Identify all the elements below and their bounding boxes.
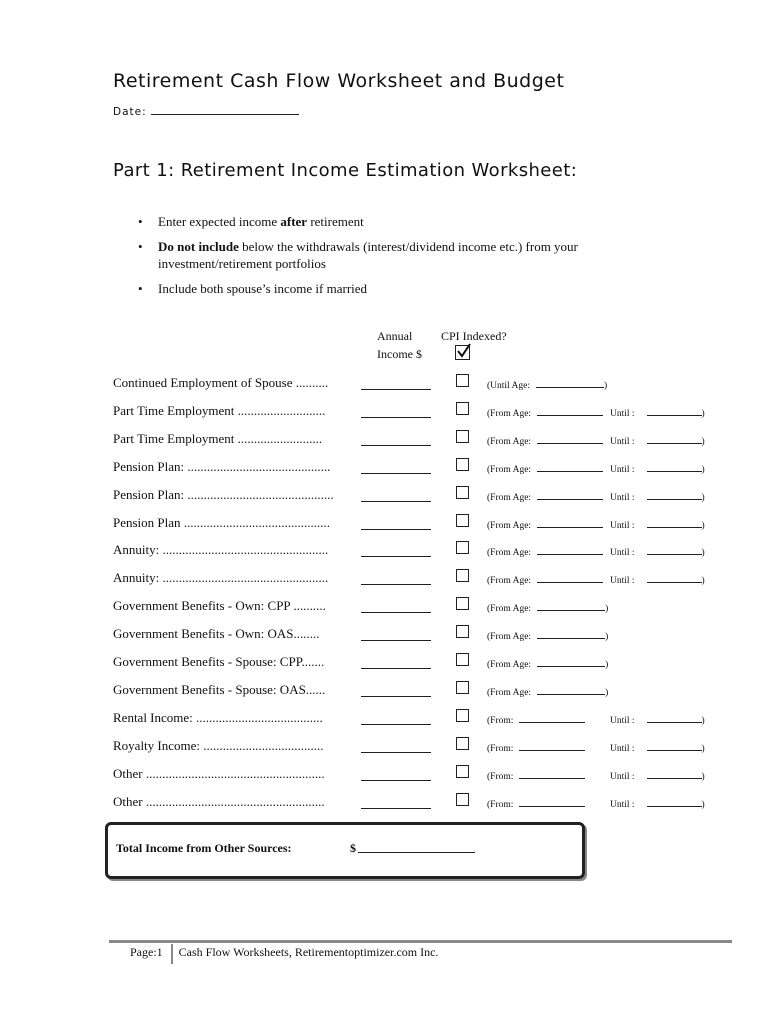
- page-title: Retirement Cash Flow Worksheet and Budget: [113, 70, 565, 92]
- row-label: Other .......................................................: [113, 794, 325, 809]
- income-amount-field[interactable]: [361, 377, 431, 390]
- age-range: [487, 545, 603, 558]
- cpi-header: CPI Indexed?: [441, 329, 507, 343]
- age-from-label: (From:: [487, 800, 514, 810]
- age-until: [610, 490, 705, 503]
- row-label: Annuity: ...................................................: [113, 542, 329, 557]
- age-from-label: (From Age:: [487, 660, 532, 670]
- check-icon: [457, 343, 471, 359]
- age-from-label: (From Age:: [487, 604, 532, 614]
- row-label: Pension Plan: ............................................: [113, 459, 331, 474]
- income-amount-field[interactable]: [361, 740, 431, 753]
- cpi-indexed-checkbox[interactable]: [456, 681, 469, 694]
- age-range: [487, 518, 603, 531]
- closing-paren: ): [701, 716, 705, 726]
- closing-paren: ): [701, 521, 705, 531]
- bullet-icon: •: [138, 281, 143, 296]
- row-label: Pension Plan .............................................: [113, 515, 331, 530]
- age-from-field[interactable]: [537, 462, 603, 472]
- closing-paren: ): [701, 576, 705, 586]
- age-until-field[interactable]: [647, 713, 702, 723]
- age-from-label: (From:: [487, 772, 514, 782]
- age-until-label: Until :: [610, 548, 635, 558]
- age-until-label: Until :: [610, 465, 635, 475]
- age-from-field[interactable]: [537, 657, 605, 667]
- cpi-indexed-checkbox[interactable]: [456, 374, 469, 387]
- bullet-icon: •: [138, 214, 143, 229]
- age-until-field[interactable]: [647, 462, 702, 472]
- section-title: Part 1: Retirement Income Estimation Worksheet:: [113, 160, 578, 181]
- income-amount-field[interactable]: [361, 517, 431, 530]
- age-range: [487, 713, 585, 726]
- age-range: [487, 629, 608, 642]
- age-from-field[interactable]: [537, 434, 603, 444]
- cpi-indexed-checkbox[interactable]: [456, 486, 469, 499]
- age-from-label: (From:: [487, 744, 514, 754]
- age-until-field[interactable]: [647, 769, 702, 779]
- age-until-label: Until :: [610, 493, 635, 503]
- income-amount-field[interactable]: [361, 433, 431, 446]
- page-number: Page:1: [130, 945, 163, 959]
- income-header: Income $: [377, 347, 422, 361]
- annual-header: Annual: [377, 329, 413, 343]
- income-amount-field[interactable]: [361, 600, 431, 613]
- income-amount-field[interactable]: [361, 489, 431, 502]
- income-amount-field[interactable]: [361, 405, 431, 418]
- age-range: [487, 378, 607, 391]
- cpi-indexed-checkbox[interactable]: [456, 430, 469, 443]
- closing-paren: ): [701, 548, 705, 558]
- age-until-label: Until :: [610, 716, 635, 726]
- closing-paren: ): [701, 800, 705, 810]
- row-label: Government Benefits - Own: OAS........: [113, 626, 320, 641]
- age-until-label: Until :: [610, 521, 635, 531]
- closing-paren: ): [701, 409, 705, 419]
- total-label: Total Income from Other Sources:: [116, 841, 292, 855]
- footer-text: Cash Flow Worksheets, Retirementoptimizer.com Inc.: [178, 945, 439, 959]
- cpi-indexed-checkbox[interactable]: [456, 458, 469, 471]
- total-field[interactable]: [358, 852, 475, 853]
- total-currency: $: [350, 841, 356, 855]
- age-range: [487, 490, 603, 503]
- age-range: [487, 685, 608, 698]
- income-amount-field[interactable]: [361, 684, 431, 697]
- age-from-field[interactable]: [537, 573, 603, 583]
- row-label: Continued Employment of Spouse ..........: [113, 375, 329, 390]
- age-until-field[interactable]: [647, 545, 702, 555]
- closing-paren: ): [701, 493, 705, 503]
- cpi-indexed-checkbox[interactable]: [456, 597, 469, 610]
- row-label: Government Benefits - Own: CPP ..........: [113, 598, 326, 613]
- age-until: [610, 518, 705, 531]
- cpi-indexed-checkbox[interactable]: [456, 514, 469, 527]
- closing-paren: ): [605, 688, 609, 698]
- cpi-checked-checkbox[interactable]: [455, 345, 470, 360]
- age-until-label: Until :: [610, 772, 635, 782]
- age-until-label: Until :: [610, 576, 635, 586]
- cpi-indexed-checkbox[interactable]: [456, 541, 469, 554]
- date-row: [113, 105, 299, 118]
- age-until-field[interactable]: [647, 741, 702, 751]
- age-until: [610, 462, 705, 475]
- age-until: [610, 797, 705, 810]
- closing-paren: ): [701, 465, 705, 475]
- footer-rule: [109, 940, 732, 943]
- footer-separator: [171, 944, 173, 964]
- closing-paren: ): [605, 604, 609, 614]
- row-label: Government Benefits - Spouse: CPP.......: [113, 654, 325, 669]
- income-amount-field[interactable]: [361, 544, 431, 557]
- age-from-label: (From Age:: [487, 548, 532, 558]
- age-range: [487, 741, 585, 754]
- age-from-field[interactable]: [536, 378, 604, 388]
- age-until-label: Until :: [610, 744, 635, 754]
- cpi-indexed-checkbox[interactable]: [456, 625, 469, 638]
- row-label: Part Time Employment ...........................: [113, 403, 326, 418]
- age-range: [487, 797, 585, 810]
- row-label: Rental Income: .......................................: [113, 710, 323, 725]
- age-until: [610, 741, 705, 754]
- age-until-field[interactable]: [647, 490, 702, 500]
- age-from-field[interactable]: [537, 601, 605, 611]
- age-from-label: (From Age:: [487, 493, 532, 503]
- age-until-field[interactable]: [647, 797, 702, 807]
- age-until-label: Until :: [610, 800, 635, 810]
- age-until: [610, 434, 705, 447]
- income-amount-field[interactable]: [361, 656, 431, 669]
- age-until-label: Until :: [610, 409, 635, 419]
- age-until: [610, 769, 705, 782]
- age-range: [487, 573, 603, 586]
- age-from-field[interactable]: [519, 769, 585, 779]
- age-from-field[interactable]: [537, 490, 603, 500]
- age-from-field[interactable]: [537, 545, 603, 555]
- age-until: [610, 713, 705, 726]
- age-range: [487, 601, 608, 614]
- age-from-field[interactable]: [537, 406, 603, 416]
- row-label: Pension Plan: .............................................: [113, 487, 334, 502]
- row-label: Royalty Income: .....................................: [113, 738, 324, 753]
- age-from-field[interactable]: [519, 797, 585, 807]
- cpi-indexed-checkbox[interactable]: [456, 765, 469, 778]
- cpi-indexed-checkbox[interactable]: [456, 653, 469, 666]
- closing-paren: ): [701, 772, 705, 782]
- income-amount-field[interactable]: [361, 796, 431, 809]
- closing-paren: ): [604, 381, 608, 391]
- age-until-field[interactable]: [647, 573, 702, 583]
- age-from-label: (Until Age:: [487, 381, 531, 391]
- row-label: Part Time Employment ..........................: [113, 431, 323, 446]
- age-range: [487, 434, 603, 447]
- age-from-label: (From Age:: [487, 632, 532, 642]
- cpi-indexed-checkbox[interactable]: [456, 737, 469, 750]
- footer: [130, 945, 438, 960]
- age-range: [487, 657, 608, 670]
- income-amount-field[interactable]: [361, 461, 431, 474]
- age-from-field[interactable]: [519, 713, 585, 723]
- age-from-field[interactable]: [537, 685, 605, 695]
- row-label: Government Benefits - Spouse: OAS......: [113, 682, 326, 697]
- cpi-indexed-checkbox[interactable]: [456, 569, 469, 582]
- closing-paren: ): [701, 744, 705, 754]
- date-field[interactable]: [151, 105, 299, 115]
- age-range: [487, 406, 603, 419]
- age-from-field[interactable]: [537, 629, 605, 639]
- row-label: Annuity: ...................................................: [113, 570, 329, 585]
- age-until-field[interactable]: [647, 518, 702, 528]
- closing-paren: ): [605, 632, 609, 642]
- cpi-indexed-checkbox[interactable]: [456, 709, 469, 722]
- bullet-icon: •: [138, 239, 143, 254]
- closing-paren: ): [701, 437, 705, 447]
- age-from-label: (From Age:: [487, 465, 532, 475]
- age-from-field[interactable]: [537, 518, 603, 528]
- income-amount-field[interactable]: [361, 628, 431, 641]
- age-range: [487, 769, 585, 782]
- age-until: [610, 545, 705, 558]
- income-amount-field[interactable]: [361, 572, 431, 585]
- closing-paren: ): [605, 660, 609, 670]
- age-from-label: (From Age:: [487, 688, 532, 698]
- age-range: [487, 462, 603, 475]
- age-until-field[interactable]: [647, 434, 702, 444]
- cpi-indexed-checkbox[interactable]: [456, 402, 469, 415]
- income-amount-field[interactable]: [361, 712, 431, 725]
- age-until-field[interactable]: [647, 406, 702, 416]
- age-from-label: (From Age:: [487, 521, 532, 531]
- date-label: Date:: [113, 106, 147, 118]
- age-from-field[interactable]: [519, 741, 585, 751]
- age-from-label: (From:: [487, 716, 514, 726]
- age-until: [610, 573, 705, 586]
- age-until-label: Until :: [610, 437, 635, 447]
- income-amount-field[interactable]: [361, 768, 431, 781]
- age-from-label: (From Age:: [487, 576, 532, 586]
- row-label: Other .......................................................: [113, 766, 325, 781]
- age-until: [610, 406, 705, 419]
- cpi-indexed-checkbox[interactable]: [456, 793, 469, 806]
- age-from-label: (From Age:: [487, 409, 532, 419]
- age-from-label: (From Age:: [487, 437, 532, 447]
